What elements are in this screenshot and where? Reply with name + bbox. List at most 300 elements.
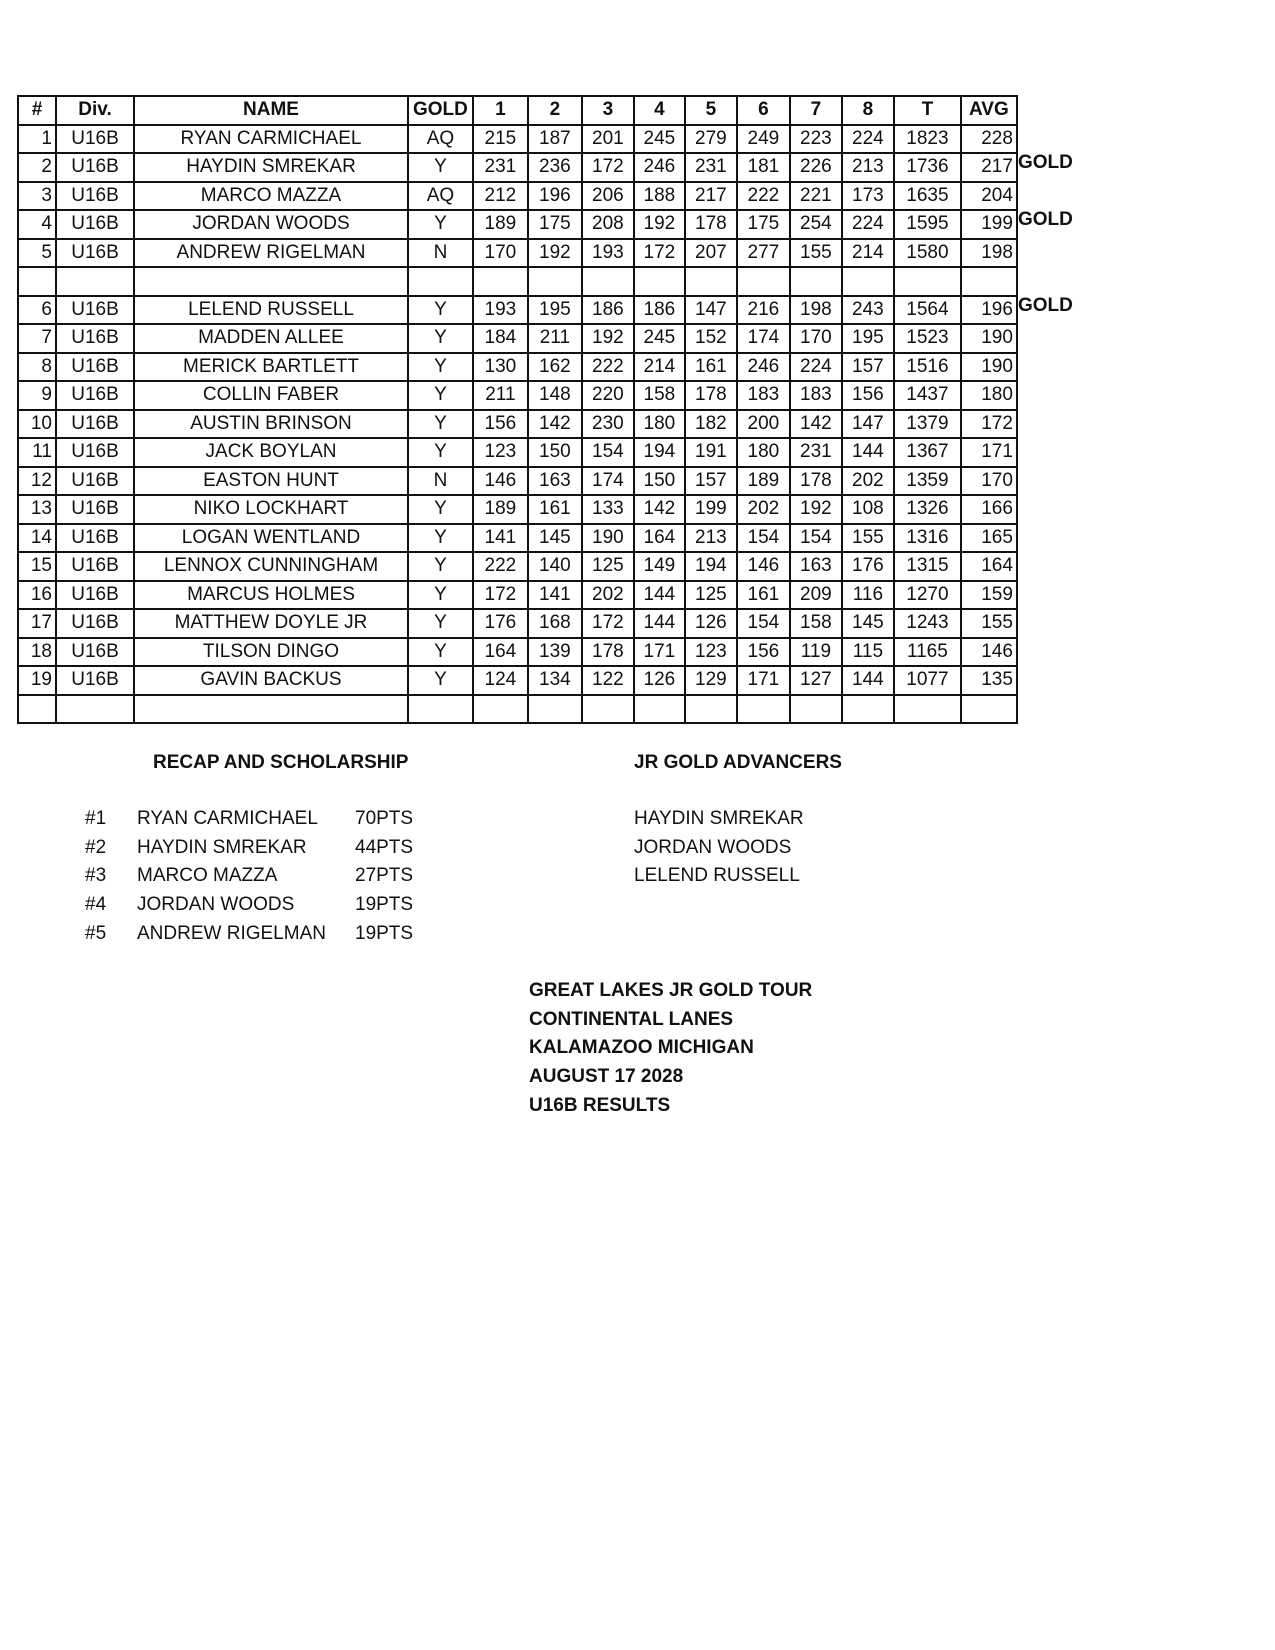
cell-rank: 16 [18, 581, 56, 610]
cell-game-7: 192 [790, 495, 842, 524]
cell-name: GAVIN BACKUS [134, 666, 408, 695]
cell-game-1 [473, 267, 528, 296]
cell-game-1: 141 [473, 524, 528, 553]
cell-game-6: 154 [737, 524, 790, 553]
table-row [18, 666, 1017, 695]
cell-total: 1316 [894, 524, 961, 553]
cell-game-4: 158 [634, 381, 685, 410]
cell-division [56, 695, 134, 724]
cell-rank: 18 [18, 638, 56, 667]
cell-game-4: 214 [634, 353, 685, 382]
cell-game-4: 172 [634, 239, 685, 268]
cell-game-1: 164 [473, 638, 528, 667]
recap-points: 19PTS [355, 922, 414, 944]
cell-rank: 19 [18, 666, 56, 695]
cell-game-4: 246 [634, 153, 685, 182]
cell-division: U16B [56, 666, 134, 695]
cell-game-5: 126 [685, 609, 737, 638]
recap-rank: #2 [85, 836, 107, 858]
recap-rank: #3 [85, 865, 107, 887]
table-row [18, 324, 1017, 353]
cell-game-6 [737, 695, 790, 724]
cell-game-3: 122 [582, 666, 634, 695]
cell-game-1: 211 [473, 381, 528, 410]
cell-game-1: 124 [473, 666, 528, 695]
cell-game-8: 224 [842, 210, 894, 239]
cell-game-6: 277 [737, 239, 790, 268]
cell-gold: Y [408, 609, 473, 638]
cell-game-2: 145 [528, 524, 582, 553]
cell-game-3: 186 [582, 296, 634, 325]
cell-game-8: 157 [842, 353, 894, 382]
cell-game-8: 214 [842, 239, 894, 268]
cell-game-6: 146 [737, 552, 790, 581]
cell-game-7: 198 [790, 296, 842, 325]
cell-game-4: 245 [634, 324, 685, 353]
cell-game-4: 180 [634, 410, 685, 439]
cell-game-7: 224 [790, 353, 842, 382]
cell-game-1: 170 [473, 239, 528, 268]
advancers-heading: JR GOLD ADVANCERS [634, 752, 842, 773]
cell-game-6: 154 [737, 609, 790, 638]
cell-rank: 13 [18, 495, 56, 524]
recap-rank: #4 [85, 894, 107, 916]
cell-division: U16B [56, 381, 134, 410]
cell-game-5: 123 [685, 638, 737, 667]
cell-game-2: 150 [528, 438, 582, 467]
cell-game-4 [634, 267, 685, 296]
cell-name: MERICK BARTLETT [134, 353, 408, 382]
cell-game-3: 222 [582, 353, 634, 382]
table-row [18, 153, 1017, 182]
cell-game-2: 148 [528, 381, 582, 410]
cell-rank: 12 [18, 467, 56, 496]
cell-game-3: 172 [582, 153, 634, 182]
cell-game-4: 245 [634, 125, 685, 154]
cell-average: 196 [961, 296, 1017, 325]
cell-name: AUSTIN BRINSON [134, 410, 408, 439]
cell-average: 190 [961, 353, 1017, 382]
cell-game-8: 155 [842, 524, 894, 553]
cell-game-6: 181 [737, 153, 790, 182]
cell-game-2: 175 [528, 210, 582, 239]
cell-game-3: 174 [582, 467, 634, 496]
cell-average: 190 [961, 324, 1017, 353]
cell-gold: Y [408, 210, 473, 239]
col-header-rank: # [18, 96, 56, 125]
cell-rank: 15 [18, 552, 56, 581]
cell-gold: Y [408, 381, 473, 410]
table-row [18, 609, 1017, 638]
cell-game-7: 254 [790, 210, 842, 239]
cell-division: U16B [56, 153, 134, 182]
cell-game-5: 147 [685, 296, 737, 325]
cell-game-4: 171 [634, 638, 685, 667]
cell-game-5: 129 [685, 666, 737, 695]
cell-name: LOGAN WENTLAND [134, 524, 408, 553]
cell-game-7: 142 [790, 410, 842, 439]
cell-rank: 5 [18, 239, 56, 268]
col-header-game-3: 3 [582, 96, 634, 125]
recap-points: 27PTS [355, 865, 414, 887]
cell-average: 228 [961, 125, 1017, 154]
cell-game-8: 213 [842, 153, 894, 182]
col-header-total: T [894, 96, 961, 125]
col-header-game-8: 8 [842, 96, 894, 125]
cell-average: 180 [961, 381, 1017, 410]
cell-rank: 8 [18, 353, 56, 382]
cell-total: 1165 [894, 638, 961, 667]
cell-game-5: 178 [685, 381, 737, 410]
cell-game-6: 180 [737, 438, 790, 467]
cell-game-7: 223 [790, 125, 842, 154]
col-header-game-4: 4 [634, 96, 685, 125]
cell-game-3 [582, 695, 634, 724]
cell-game-7: 119 [790, 638, 842, 667]
cell-game-1: 172 [473, 581, 528, 610]
advancer-name: LELEND RUSSELL [634, 865, 800, 887]
cell-rank: 10 [18, 410, 56, 439]
table-row [18, 581, 1017, 610]
cell-average: 204 [961, 182, 1017, 211]
cell-game-1: 222 [473, 552, 528, 581]
cell-game-6: 246 [737, 353, 790, 382]
cell-game-6: 200 [737, 410, 790, 439]
cell-game-5: 279 [685, 125, 737, 154]
recap-points: 44PTS [355, 836, 414, 858]
cell-average: 172 [961, 410, 1017, 439]
cell-name: HAYDIN SMREKAR [134, 153, 408, 182]
cell-game-7: 154 [790, 524, 842, 553]
table-row [18, 353, 1017, 382]
cell-game-5 [685, 267, 737, 296]
cell-division: U16B [56, 324, 134, 353]
cell-game-3: 125 [582, 552, 634, 581]
cell-game-1: 215 [473, 125, 528, 154]
cell-game-2 [528, 267, 582, 296]
blank-row [18, 695, 1017, 724]
event-line: AUGUST 17 2028 [529, 1066, 684, 1088]
cell-game-6: 156 [737, 638, 790, 667]
cell-gold [408, 695, 473, 724]
cell-division: U16B [56, 552, 134, 581]
cell-average: 170 [961, 467, 1017, 496]
cell-game-4: 126 [634, 666, 685, 695]
cell-game-7: 209 [790, 581, 842, 610]
cell-average: 217 [961, 153, 1017, 182]
advancer-name: JORDAN WOODS [634, 836, 792, 858]
cell-game-3: 201 [582, 125, 634, 154]
cell-game-8: 224 [842, 125, 894, 154]
cell-rank: 11 [18, 438, 56, 467]
cell-name: JACK BOYLAN [134, 438, 408, 467]
cell-game-5: 178 [685, 210, 737, 239]
cell-game-6: 202 [737, 495, 790, 524]
cell-division: U16B [56, 495, 134, 524]
cell-game-5: 231 [685, 153, 737, 182]
cell-game-1: 189 [473, 495, 528, 524]
cell-average: 166 [961, 495, 1017, 524]
col-header-average: AVG [961, 96, 1017, 125]
table-row [18, 381, 1017, 410]
cell-name: ANDREW RIGELMAN [134, 239, 408, 268]
cell-division: U16B [56, 410, 134, 439]
cell-name: TILSON DINGO [134, 638, 408, 667]
cell-average: 165 [961, 524, 1017, 553]
recap-name: ANDREW RIGELMAN [137, 922, 326, 944]
cell-game-2: 196 [528, 182, 582, 211]
cell-game-7: 155 [790, 239, 842, 268]
table-row [18, 239, 1017, 268]
cell-game-7: 127 [790, 666, 842, 695]
recap-name: MARCO MAZZA [137, 865, 278, 887]
cell-game-7: 221 [790, 182, 842, 211]
cell-average: 159 [961, 581, 1017, 610]
recap-name: RYAN CARMICHAEL [137, 808, 318, 829]
cell-game-3: 192 [582, 324, 634, 353]
cell-division: U16B [56, 581, 134, 610]
cell-game-3: 133 [582, 495, 634, 524]
results-body [18, 125, 1017, 724]
cell-game-7: 170 [790, 324, 842, 353]
event-line: U16B RESULTS [529, 1094, 671, 1116]
cell-game-8 [842, 267, 894, 296]
cell-game-3: 154 [582, 438, 634, 467]
cell-game-8: 173 [842, 182, 894, 211]
cell-division: U16B [56, 353, 134, 382]
cell-game-6: 183 [737, 381, 790, 410]
recap-name: HAYDIN SMREKAR [137, 836, 307, 858]
cell-total: 1823 [894, 125, 961, 154]
cell-game-5: 157 [685, 467, 737, 496]
cell-game-4: 142 [634, 495, 685, 524]
cell-gold: Y [408, 638, 473, 667]
cell-division: U16B [56, 296, 134, 325]
cell-total: 1523 [894, 324, 961, 353]
cell-game-2: 140 [528, 552, 582, 581]
cell-gold: Y [408, 410, 473, 439]
event-line: KALAMAZOO MICHIGAN [529, 1037, 754, 1059]
cell-game-6: 161 [737, 581, 790, 610]
cell-name: COLLIN FABER [134, 381, 408, 410]
cell-game-1: 184 [473, 324, 528, 353]
cell-game-4: 150 [634, 467, 685, 496]
cell-game-5: 152 [685, 324, 737, 353]
cell-gold: Y [408, 438, 473, 467]
cell-total: 1516 [894, 353, 961, 382]
gold-flag: GOLD [1018, 152, 1073, 173]
col-header-game-5: 5 [685, 96, 737, 125]
cell-game-3: 193 [582, 239, 634, 268]
cell-gold: AQ [408, 182, 473, 211]
cell-name: MADDEN ALLEE [134, 324, 408, 353]
cell-game-1: 176 [473, 609, 528, 638]
cell-rank: 4 [18, 210, 56, 239]
cell-division [56, 267, 134, 296]
cell-name: LELEND RUSSELL [134, 296, 408, 325]
cell-gold: N [408, 467, 473, 496]
cell-game-5: 199 [685, 495, 737, 524]
cell-total: 1315 [894, 552, 961, 581]
cell-game-8 [842, 695, 894, 724]
cell-game-1: 123 [473, 438, 528, 467]
cell-game-3: 202 [582, 581, 634, 610]
cell-game-1: 156 [473, 410, 528, 439]
cell-total: 1359 [894, 467, 961, 496]
recap-rank: #1 [85, 808, 107, 829]
cell-game-8: 202 [842, 467, 894, 496]
cell-rank: 7 [18, 324, 56, 353]
cell-game-2: 161 [528, 495, 582, 524]
cell-game-8: 147 [842, 410, 894, 439]
cell-game-3: 206 [582, 182, 634, 211]
cell-game-4: 164 [634, 524, 685, 553]
cell-gold: Y [408, 666, 473, 695]
recap-rank: #5 [85, 922, 107, 944]
cell-game-2: 162 [528, 353, 582, 382]
cell-average [961, 267, 1017, 296]
cell-gold: Y [408, 581, 473, 610]
table-row [18, 125, 1017, 154]
cell-total: 1326 [894, 495, 961, 524]
cell-game-7 [790, 267, 842, 296]
cell-game-3: 172 [582, 609, 634, 638]
cell-rank: 9 [18, 381, 56, 410]
cell-rank: 14 [18, 524, 56, 553]
cell-game-6: 249 [737, 125, 790, 154]
cell-total: 1595 [894, 210, 961, 239]
col-header-gold: GOLD [408, 96, 473, 125]
cell-rank: 2 [18, 153, 56, 182]
cell-division: U16B [56, 239, 134, 268]
cell-game-8: 156 [842, 381, 894, 410]
cell-total: 1379 [894, 410, 961, 439]
cell-game-6: 189 [737, 467, 790, 496]
cell-game-2: 195 [528, 296, 582, 325]
cell-division: U16B [56, 182, 134, 211]
cell-gold: Y [408, 524, 473, 553]
cell-game-8: 176 [842, 552, 894, 581]
col-header-game-1: 1 [473, 96, 528, 125]
cell-division: U16B [56, 210, 134, 239]
gold-flag: GOLD [1018, 209, 1073, 230]
cell-name: MARCUS HOLMES [134, 581, 408, 610]
cell-gold [408, 267, 473, 296]
table-row [18, 638, 1017, 667]
col-header-game-6: 6 [737, 96, 790, 125]
cell-game-5: 194 [685, 552, 737, 581]
cell-game-3: 230 [582, 410, 634, 439]
cell-name: MATTHEW DOYLE JR [134, 609, 408, 638]
cell-game-8: 108 [842, 495, 894, 524]
cell-gold: Y [408, 495, 473, 524]
cell-game-3: 178 [582, 638, 634, 667]
cell-game-8: 116 [842, 581, 894, 610]
col-header-game-7: 7 [790, 96, 842, 125]
cell-game-7: 231 [790, 438, 842, 467]
cell-average: 171 [961, 438, 1017, 467]
advancer-name: HAYDIN SMREKAR [634, 808, 804, 829]
blank-row [18, 267, 1017, 296]
cell-total [894, 267, 961, 296]
cell-total: 1243 [894, 609, 961, 638]
cell-game-6: 175 [737, 210, 790, 239]
cell-total: 1635 [894, 182, 961, 211]
cell-game-3: 208 [582, 210, 634, 239]
table-row [18, 296, 1017, 325]
cell-game-2: 192 [528, 239, 582, 268]
cell-game-5: 217 [685, 182, 737, 211]
cell-game-5: 207 [685, 239, 737, 268]
col-header-name: NAME [134, 96, 408, 125]
table-row [18, 182, 1017, 211]
cell-game-2: 142 [528, 410, 582, 439]
recap-points: 19PTS [355, 894, 414, 916]
header-row [18, 96, 1017, 125]
cell-game-1: 146 [473, 467, 528, 496]
table-row [18, 467, 1017, 496]
cell-rank: 3 [18, 182, 56, 211]
table-row [18, 495, 1017, 524]
cell-rank: 6 [18, 296, 56, 325]
cell-division: U16B [56, 467, 134, 496]
cell-game-8: 195 [842, 324, 894, 353]
cell-gold: AQ [408, 125, 473, 154]
event-line: CONTINENTAL LANES [529, 1008, 734, 1030]
cell-game-2: 236 [528, 153, 582, 182]
cell-game-2: 134 [528, 666, 582, 695]
cell-total: 1564 [894, 296, 961, 325]
cell-division: U16B [56, 609, 134, 638]
cell-game-8: 115 [842, 638, 894, 667]
col-header-division: Div. [56, 96, 134, 125]
cell-game-4 [634, 695, 685, 724]
cell-rank [18, 267, 56, 296]
cell-division: U16B [56, 438, 134, 467]
cell-game-1 [473, 695, 528, 724]
cell-game-6: 174 [737, 324, 790, 353]
cell-game-8: 144 [842, 438, 894, 467]
cell-average: 146 [961, 638, 1017, 667]
cell-game-6: 216 [737, 296, 790, 325]
table-row [18, 410, 1017, 439]
cell-average: 199 [961, 210, 1017, 239]
cell-name: JORDAN WOODS [134, 210, 408, 239]
cell-average [961, 695, 1017, 724]
cell-average: 135 [961, 666, 1017, 695]
recap-heading: RECAP AND SCHOLARSHIP [153, 752, 409, 773]
cell-total: 1367 [894, 438, 961, 467]
cell-game-6: 222 [737, 182, 790, 211]
cell-total: 1580 [894, 239, 961, 268]
table-row [18, 210, 1017, 239]
cell-gold: Y [408, 552, 473, 581]
cell-game-5: 191 [685, 438, 737, 467]
cell-game-1: 231 [473, 153, 528, 182]
cell-division: U16B [56, 524, 134, 553]
cell-game-5 [685, 695, 737, 724]
cell-game-6 [737, 267, 790, 296]
cell-game-1: 193 [473, 296, 528, 325]
cell-game-3: 220 [582, 381, 634, 410]
cell-total: 1736 [894, 153, 961, 182]
cell-average: 155 [961, 609, 1017, 638]
cell-rank: 17 [18, 609, 56, 638]
cell-rank: 1 [18, 125, 56, 154]
cell-game-8: 145 [842, 609, 894, 638]
cell-game-2: 168 [528, 609, 582, 638]
table-row [18, 552, 1017, 581]
